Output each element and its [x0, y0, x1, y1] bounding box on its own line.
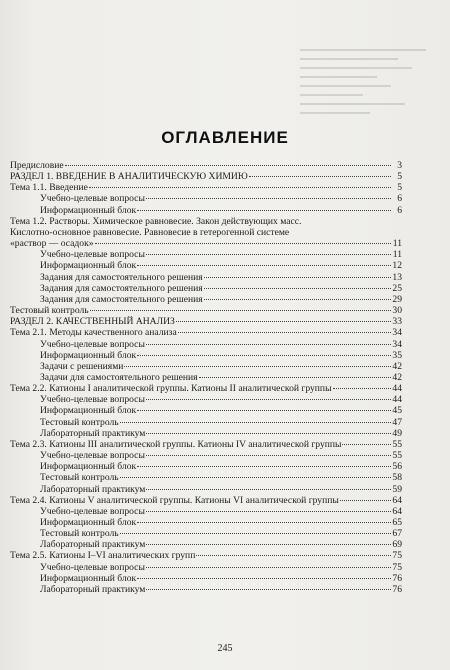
toc-entry-page: 64	[392, 505, 402, 517]
dot-leader	[137, 466, 391, 467]
toc-entry-label: Тема 1.2. Растворы. Химическое равновесие. Закон действующих масс.	[10, 215, 302, 227]
dot-leader	[65, 165, 391, 166]
toc-entry-page: 55	[392, 450, 402, 462]
toc-entry	[10, 171, 402, 182]
toc-entry-label: «раствор — осадок»	[10, 238, 94, 250]
toc-entry	[10, 439, 402, 450]
toc-entry	[10, 249, 402, 260]
toc-entry-label: Учебно-целевые вопросы	[40, 249, 145, 261]
dot-leader	[137, 410, 391, 411]
dot-leader	[137, 265, 391, 266]
toc-entry	[10, 484, 402, 495]
toc-entry-label: Задания для самостоятельного решения	[40, 293, 203, 305]
toc-entry-page: 35	[392, 349, 402, 361]
show-through-text	[300, 42, 440, 132]
toc-entry	[10, 405, 402, 416]
toc-entry	[10, 573, 402, 584]
dot-leader	[90, 310, 391, 311]
toc-entry-page: 42	[392, 371, 402, 383]
toc-entry-label: Информационный блок	[40, 517, 137, 528]
toc-entry-page: 47	[392, 416, 402, 428]
dot-leader	[204, 299, 391, 300]
toc-entry	[10, 193, 402, 204]
toc-entry-label: Задачи с решениями	[40, 360, 124, 372]
toc-entry	[10, 316, 402, 327]
toc-entry-page: 34	[392, 327, 402, 339]
toc-entry	[10, 350, 402, 361]
page-number: 245	[217, 643, 233, 654]
dot-leader	[120, 533, 391, 534]
dot-leader	[137, 210, 391, 211]
toc-entry-label: Учебно-целевые вопросы	[40, 561, 145, 573]
dot-leader	[146, 254, 391, 255]
dot-leader	[89, 187, 391, 188]
toc-entry-label: РАЗДЕЛ 1. ВВЕДЕНИЕ В АНАЛИТИЧЕСКУЮ ХИМИЮ	[10, 171, 248, 183]
toc-entry-page: 64	[392, 494, 402, 506]
toc-entry-page: 55	[392, 438, 402, 450]
toc-entry	[10, 272, 402, 283]
toc-entry-label: Информационный блок	[40, 204, 137, 216]
toc-entry-page: 5	[397, 182, 402, 194]
toc-entry-page: 30	[392, 305, 402, 317]
toc-entry-page: 5	[397, 171, 402, 183]
toc-entry	[10, 450, 402, 461]
toc-entry-page: 13	[392, 271, 402, 283]
toc-entry-page: 56	[392, 461, 402, 473]
toc-entry-label: Информационный блок	[40, 405, 137, 417]
toc-entry-page: 75	[392, 561, 402, 573]
toc-entry-page: 58	[392, 472, 402, 484]
toc-entry-page: 45	[392, 405, 402, 417]
toc-entry-page: 49	[392, 427, 402, 439]
dot-leader	[146, 544, 391, 545]
dot-leader	[204, 277, 391, 278]
toc-entry-page: 42	[392, 360, 402, 372]
toc-entry-label: Учебно-целевые вопросы	[40, 505, 145, 517]
toc-entry-page: 44	[392, 394, 402, 406]
toc-entry-page: 11	[392, 238, 402, 250]
dot-leader	[146, 489, 391, 490]
toc-entry-label: Лабораторный практикум	[40, 483, 146, 495]
toc-entry-page: 11	[392, 249, 402, 261]
toc-entry	[10, 584, 402, 595]
toc-entry-label: Тема 2.4. Катионы V аналитической группы. Катионы VI аналитической группы	[10, 494, 339, 506]
dot-leader	[199, 377, 391, 378]
toc-entry-label: Тема 2.5. Катионы I–VI аналитических групп	[10, 550, 196, 562]
toc-entry-label: Предисловие	[10, 160, 64, 171]
toc-entry	[10, 294, 402, 305]
toc-entry	[10, 372, 402, 383]
dot-leader	[340, 500, 391, 501]
toc-entry	[10, 182, 402, 193]
toc-entry-page: 12	[392, 260, 402, 272]
toc-entry	[10, 539, 402, 550]
toc-entry	[10, 205, 402, 216]
page-title: ОГЛАВЛЕНИЕ	[161, 128, 289, 147]
toc-entry-label: Задания для самостоятельного решения	[40, 282, 203, 294]
toc-entry	[10, 160, 402, 171]
dot-leader	[342, 444, 391, 445]
toc-entry-label: Кислотно-основное равновесие. Равновесие в гетерогенной системе	[10, 226, 290, 238]
dot-leader	[333, 388, 391, 389]
toc-entry-label: Тестовый контроль	[40, 416, 119, 428]
toc-entry	[10, 461, 402, 472]
toc-entry	[10, 394, 402, 405]
toc-entry-page: 6	[397, 204, 402, 216]
toc-entry-label: Тестовый контроль	[10, 305, 89, 317]
dot-leader	[146, 511, 391, 512]
toc-entry	[10, 428, 402, 439]
toc-entry-label: Лабораторный практикум	[40, 583, 146, 595]
toc-entry-label: Тема 2.3. Катионы III аналитической группы. Катионы IV аналитической группы	[10, 438, 342, 450]
toc-entry-page: 33	[392, 316, 402, 328]
toc-entry	[10, 550, 402, 561]
toc-entry-page: 69	[392, 539, 402, 551]
toc-entry	[10, 528, 402, 539]
dot-leader	[137, 522, 391, 523]
dot-leader	[146, 344, 391, 345]
table-of-contents	[10, 160, 402, 595]
toc-entry-label: Лабораторный практикум	[40, 427, 146, 439]
toc-entry-page: 67	[392, 528, 402, 540]
dot-leader	[146, 433, 391, 434]
toc-entry	[10, 383, 402, 394]
toc-entry-label: Тема 1.1. Введение	[10, 182, 88, 194]
dot-leader	[178, 332, 391, 333]
dot-leader	[196, 555, 391, 556]
dot-leader	[146, 198, 391, 199]
toc-entry-label: Информационный блок	[40, 349, 137, 361]
dot-leader	[120, 422, 391, 423]
toc-entry	[10, 305, 402, 316]
dot-leader	[204, 288, 391, 289]
toc-entry-label: Информационный блок	[40, 260, 137, 272]
dot-leader	[146, 455, 391, 456]
toc-entry-label: Тестовый контроль	[40, 528, 119, 540]
toc-entry-label: РАЗДЕЛ 2. КАЧЕСТВЕННЫЙ АНАЛИЗ	[10, 316, 175, 328]
toc-entry-label: Лабораторный практикум	[40, 539, 146, 551]
toc-entry-label: Информационный блок	[40, 572, 137, 584]
toc-entry-page: 75	[392, 550, 402, 562]
toc-entry	[10, 472, 402, 483]
toc-entry-label: Учебно-целевые вопросы	[40, 338, 145, 350]
toc-entry	[10, 339, 402, 350]
dot-leader	[146, 567, 391, 568]
toc-entry	[10, 506, 402, 517]
dot-leader	[95, 243, 391, 244]
toc-entry-label: Задачи для самостоятельного решения	[40, 371, 198, 383]
dot-leader	[249, 176, 391, 177]
toc-entry-page: 34	[392, 338, 402, 350]
dot-leader	[137, 355, 391, 356]
toc-entry-page: 3	[397, 160, 402, 171]
toc-entry-page: 65	[392, 517, 402, 528]
toc-entry-page: 6	[397, 193, 402, 205]
toc-entry	[10, 260, 402, 271]
toc-entry-page: 76	[392, 583, 402, 595]
toc-entry	[10, 361, 402, 372]
toc-entry-label: Тестовый контроль	[40, 472, 119, 484]
toc-entry-page: 76	[392, 572, 402, 584]
toc-entry-page: 25	[392, 282, 402, 294]
toc-entry-label: Тема 2.2. Катионы I аналитической группы. Катионы II аналитической группы	[10, 383, 332, 395]
toc-entry-page: 59	[392, 483, 402, 495]
toc-entry-label: Информационный блок	[40, 461, 137, 473]
toc-entry-label: Задания для самостоятельного решения	[40, 271, 203, 283]
dot-leader	[124, 366, 391, 367]
toc-entry-label: Учебно-целевые вопросы	[40, 450, 145, 462]
dot-leader	[176, 321, 391, 322]
toc-entry	[10, 327, 402, 338]
toc-entry	[10, 517, 402, 528]
dot-leader	[137, 578, 391, 579]
dot-leader	[146, 399, 391, 400]
dot-leader	[146, 589, 391, 590]
toc-entry-label: Тема 2.1. Методы качественного анализа	[10, 327, 177, 339]
toc-entry	[10, 417, 402, 428]
toc-entry	[10, 562, 402, 573]
toc-entry	[10, 495, 402, 506]
toc-entry-page: 44	[392, 383, 402, 395]
toc-entry-label: Учебно-целевые вопросы	[40, 193, 145, 205]
toc-entry-page: 29	[392, 293, 402, 305]
toc-entry	[10, 216, 402, 227]
toc-entry	[10, 238, 402, 249]
toc-entry	[10, 283, 402, 294]
toc-entry	[10, 227, 402, 238]
toc-entry-label: Учебно-целевые вопросы	[40, 394, 145, 406]
dot-leader	[120, 477, 391, 478]
